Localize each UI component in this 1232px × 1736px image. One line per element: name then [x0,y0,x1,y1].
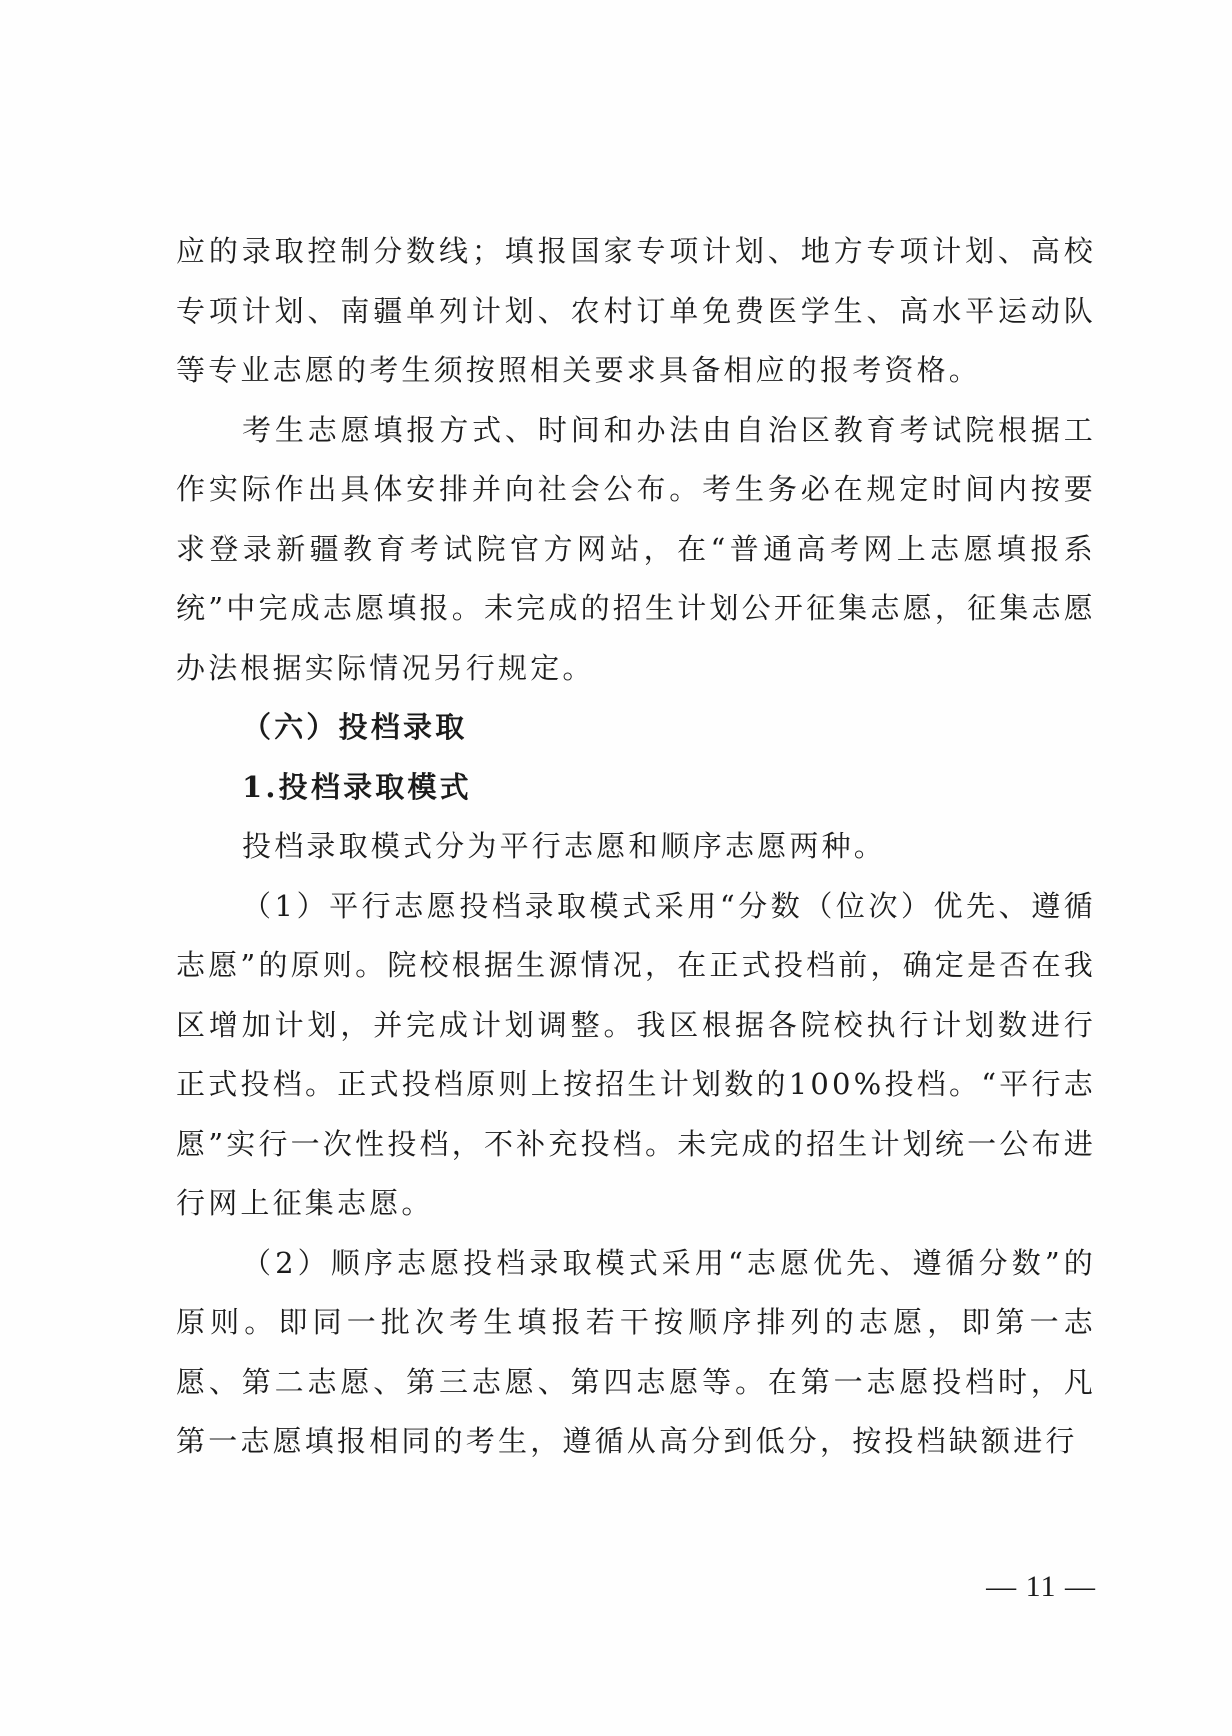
section-heading-admission: （六）投档录取 [242,710,468,744]
paragraph-qualification: 应的录取控制分数线；填报国家专项计划、地方专项计划、高校专项计划、南疆单列计划、农村订单免费医学生、高水平运动队等专业志愿的考生须按照相关要求具备相应的报考资格。 [176,234,1096,387]
document-body [176,222,1096,1472]
paragraph-application-method: 考生志愿填报方式、时间和办法由自治区教育考试院根据工作实际作出具体安排并向社会公布。考生务必在规定时间内按要求登录新疆教育考试院官方网站，在“普通高考网上志愿填报系统”中完成志愿填报。未完成的招生计划公开征集志愿，征集志愿办法根据实际情况另行规定。 [176,412,1096,685]
subsection-heading-mode: 1.投档录取模式 [242,769,472,804]
paragraph-sequential-mode: （2）顺序志愿投档录取模式采用“志愿优先、遵循分数”的原则。即同一批次考生填报若干按顺序排列的志愿，即第一志愿、第二志愿、第三志愿、第四志愿等。在第一志愿投档时，凡第一志愿填报相同的考生，遵循从高分到低分，按投档缺额进行 [176,1245,1096,1458]
paragraph-parallel-mode: （1）平行志愿投档录取模式采用“分数（位次）优先、遵循志愿”的原则。院校根据生源情况，在正式投档前，确定是否在我区增加计划，并完成计划调整。我区根据各院校执行计划数进行正式投档。正式投档原则上按招生计划数的100%投档。“平行志愿”实行一次性投档，不补充投档。未完成的招生计划统一公布进行网上征集志愿。 [176,888,1096,1220]
page-number: — 11 — [986,1570,1096,1603]
paragraph-mode-intro: 投档录取模式分为平行志愿和顺序志愿两种。 [242,829,887,863]
